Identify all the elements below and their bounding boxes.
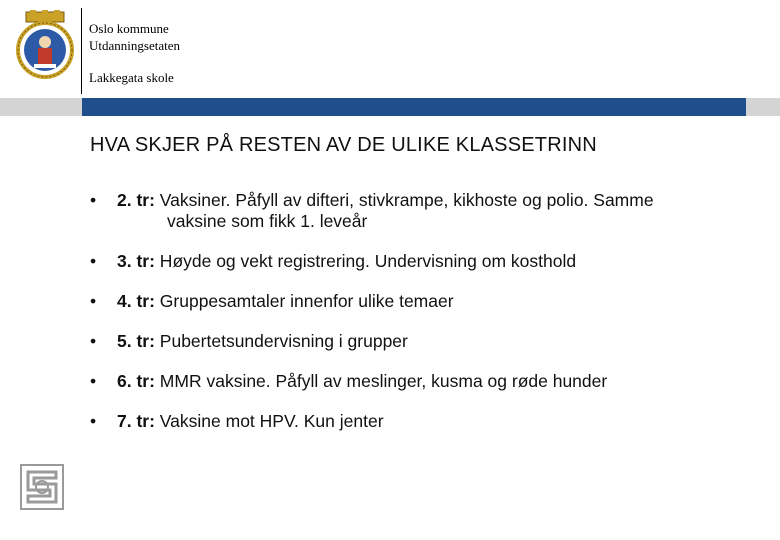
header-divider: [81, 8, 82, 94]
list-item: [90, 411, 750, 432]
bullet: •: [90, 291, 97, 311]
slide-title: HVA SKJER PÅ RESTEN AV DE ULIKE KLASSETRINN: [90, 134, 597, 156]
slide-header: [0, 0, 780, 118]
header-band-blue: [82, 98, 746, 116]
oslo-symbol-icon: [20, 464, 64, 510]
list-item: [90, 190, 750, 232]
organization: [89, 20, 180, 54]
bullet: •: [90, 371, 97, 391]
item-text: Gruppesamtaler innenfor ulike temaer: [154, 291, 454, 311]
department-name: Utdanningsetaten: [89, 38, 180, 53]
grade-label: 3. tr:: [117, 251, 155, 271]
org-name: Oslo kommune: [89, 21, 169, 36]
bullet-list: [90, 190, 750, 451]
bullet: •: [90, 190, 97, 210]
bullet: •: [90, 331, 97, 351]
item-text: Høyde og vekt registrering. Undervisning om kosthold: [154, 251, 577, 271]
grade-label: 5. tr:: [117, 331, 155, 351]
item-text: Pubertetsundervisning i grupper: [154, 331, 408, 351]
list-item: [90, 371, 750, 392]
oslo-coat-of-arms-icon: [12, 10, 78, 82]
list-item: [90, 251, 750, 272]
item-text-continuation: vaksine som fikk 1. leveår: [167, 211, 368, 231]
grade-label: 6. tr:: [117, 371, 155, 391]
grade-label: 7. tr:: [117, 411, 155, 431]
grade-label: 2. tr:: [117, 190, 155, 210]
list-item: [90, 291, 750, 312]
school-name: Lakkegata skole: [89, 70, 174, 85]
grade-label: 4. tr:: [117, 291, 155, 311]
bullet: •: [90, 251, 97, 271]
bullet: •: [90, 411, 97, 431]
item-text: Vaksiner. Påfyll av difteri, stivkrampe, kikhoste og polio. Samme: [154, 190, 654, 210]
item-text: MMR vaksine. Påfyll av meslinger, kusma og røde hunder: [154, 371, 608, 391]
list-item: [90, 331, 750, 352]
item-text: Vaksine mot HPV. Kun jenter: [154, 411, 384, 431]
